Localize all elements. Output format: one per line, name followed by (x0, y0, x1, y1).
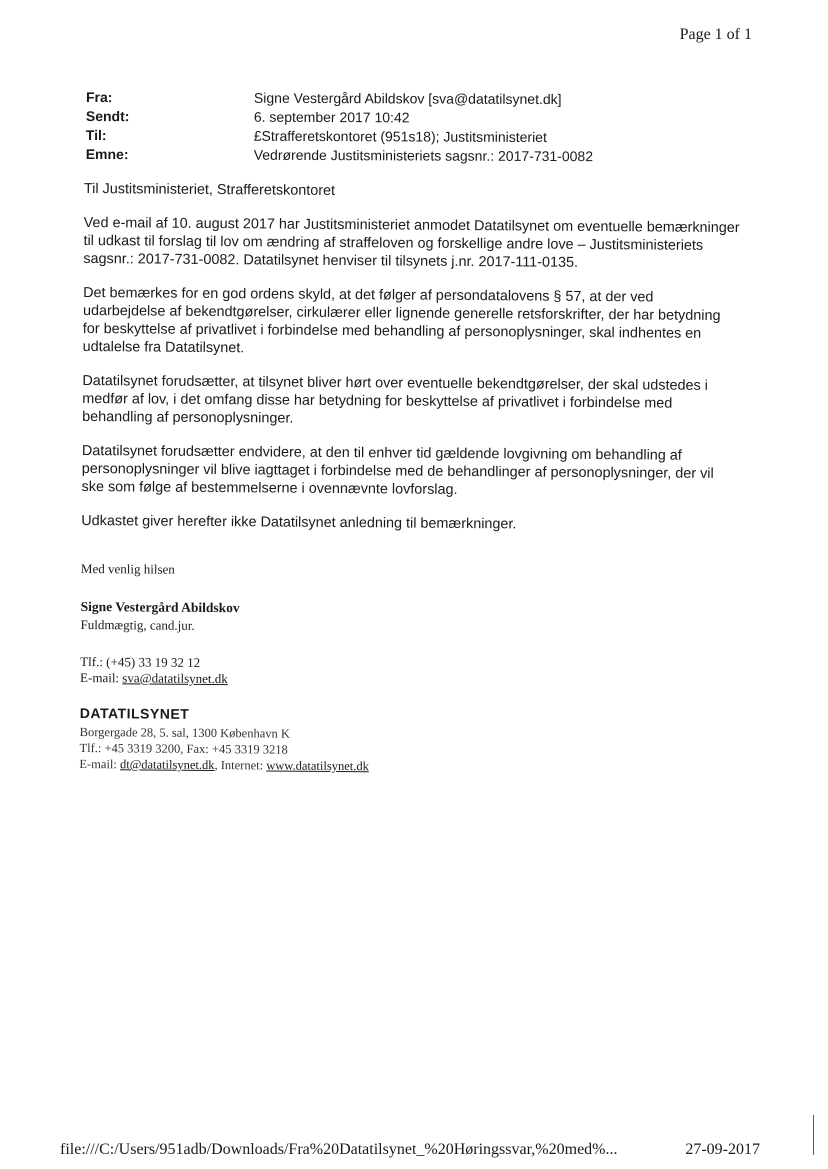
header-row-subject (86, 145, 746, 167)
signature-email-label: E-mail: (80, 669, 123, 686)
signoff: Med venlig hilsen (80, 560, 175, 577)
signature-title: Fuldmægtig, cand.jur. (80, 616, 195, 633)
paragraph-3: Datatilsynet forudsætter, at tilsynet bliver hørt over eventuelle bekendtgørelser, der skal udstedes i medfør af lov, i det omfang disse har betydning for beskyttelse af privatlivet i forbindelse med behandling af personoplysninger. (82, 372, 708, 427)
signature-contact (80, 654, 736, 691)
paragraph-5: Udkastet giver herefter ikke Datatilsynet anledning til bemærkninger. (81, 512, 517, 533)
subject-label: Emne: (85, 145, 129, 163)
letter-body (79, 180, 740, 777)
subject-value: Vedrørende Justitsministeriets sagsnr.: 2017-731-0082 (253, 146, 594, 165)
footer-edge-line (813, 1115, 814, 1155)
signature-email-link[interactable]: sva@datatilsynet.dk (122, 670, 228, 687)
organization-name: DATATILSYNET (79, 704, 190, 722)
print-footer (60, 1141, 760, 1159)
footer-file-path: file:///C:/Users/951adb/Downloads/Fra%20Datatilsynet_%20Høringssvar,%20med%... (60, 1141, 618, 1158)
salutation: Til Justitsministeriet, Strafferetskontoret (83, 180, 336, 199)
organization-email-link[interactable]: dt@datatilsynet.dk (119, 757, 215, 773)
sent-label: Sendt: (85, 107, 130, 125)
organization-phone-fax: Tlf.: +45 3319 3200, Fax: +45 3319 3218 (79, 740, 288, 757)
to-label: Til: (85, 126, 107, 144)
organization-address: Borgergade 28, 5. sal, 1300 København K (79, 724, 290, 741)
to-value: £Strafferetskontoret (951s18); Justitsministeriet (253, 127, 547, 146)
organization-internet-label: , Internet: (214, 758, 267, 773)
paragraph-1: Ved e-mail af 10. august 2017 har Justitsministeriet anmodet Datatilsynet om eventuelle bemærkninger til udkast til forslag til lov om ændring af straffeloven og forskellige andre love – Justitsministeriets sagsnr.: 2017-731-0082. Datatilsynet henviser til tilsynets j.nr. 2017-111-0135. (83, 214, 740, 271)
signature-name: Signe Vestergård Abildskov (80, 598, 240, 616)
organization-details (79, 724, 735, 777)
signature-phone: Tlf.: (+45) 33 19 32 12 (80, 653, 201, 670)
from-label: Fra: (85, 88, 113, 106)
paragraph-4: Datatilsynet forudsætter endvidere, at den til enhver tid gældende lovgivning om behandling af personoplysninger vil blive iagttaget i forbindelse med de behandlinger af personoplysninger, der vil ske som følge af bestemmelserne i ovennævnte lovforslag. (81, 442, 714, 498)
organization-email-label: E-mail: (79, 756, 121, 772)
from-value: Signe Vestergård Abildskov [sva@datatilsynet.dk] (253, 89, 562, 108)
organization-website-link[interactable]: www.datatilsynet.dk (266, 758, 369, 774)
email-header (86, 88, 746, 167)
sent-value: 6. september 2017 10:42 (253, 108, 410, 126)
page-number: Page 1 of 1 (679, 26, 752, 43)
footer-date: 27-09-2017 (685, 1141, 760, 1158)
paragraph-2: Det bemærkes for en god ordens skyld, at det følger af persondatalovens § 57, at der ved udarbejdelse af bekendtgørelser, cirkulærer eller lignende generelle retsforskrifter, der har betydning for beskyttelse af privatlivet i forbindelse med behandling af personoplysninger, skal indhentes en udtalelse fra Datatilsynet. (82, 284, 721, 357)
